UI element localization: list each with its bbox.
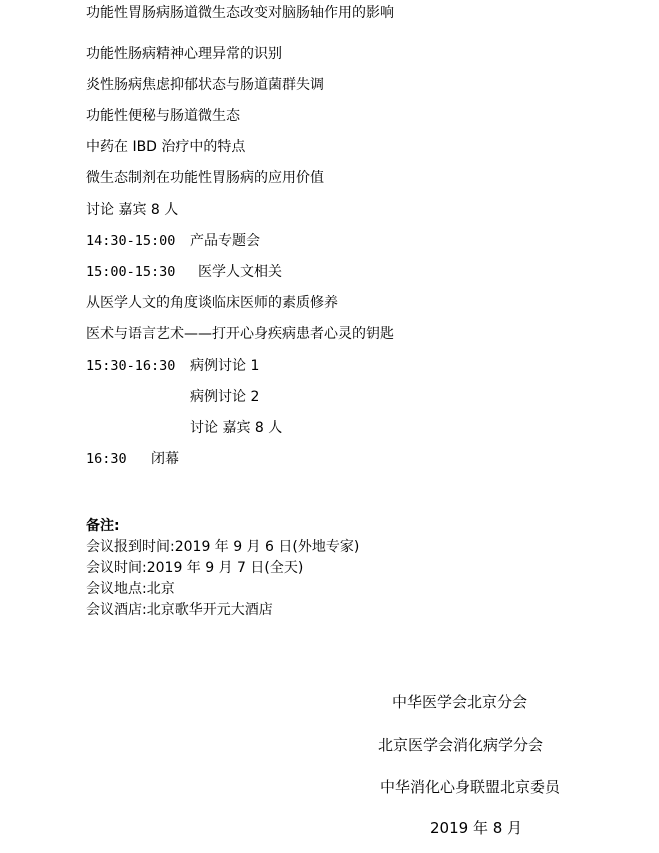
- agenda-item: 炎性肠病焦虑抑郁状态与肠道菌群失调: [86, 77, 324, 93]
- session-title: 闭幕: [151, 451, 179, 467]
- session-item: 讨论 嘉宾 8 人: [190, 420, 283, 436]
- session-title: 产品专题会: [190, 233, 260, 249]
- session-time: 15:30-16:30: [86, 358, 176, 374]
- notes-line: 会议报到时间:2019 年 9 月 6 日(外地专家): [86, 539, 360, 555]
- signature-organization: 中华消化心身联盟北京委员: [380, 778, 561, 796]
- agenda-item: 功能性肠病精神心理异常的识别: [86, 46, 282, 62]
- signature-date: 2019 年 8 月: [430, 819, 523, 837]
- notes-line: 会议地点:北京: [86, 581, 175, 597]
- notes-heading: 备注:: [86, 518, 120, 534]
- notes-line: 会议时间:2019 年 9 月 7 日(全天): [86, 560, 304, 576]
- agenda-item: 微生态制剂在功能性胃肠病的应用价值: [86, 170, 324, 186]
- agenda-item: 中药在 IBD 治疗中的特点: [86, 139, 246, 155]
- session-item: 病例讨论 1: [190, 358, 260, 374]
- agenda-item: 讨论 嘉宾 8 人: [86, 202, 179, 218]
- session-item: 病例讨论 2: [190, 389, 260, 405]
- agenda-item: 功能性胃肠病肠道微生态改变对脑肠轴作用的影响: [86, 5, 394, 21]
- signature-organization: 中华医学会北京分会: [392, 693, 528, 711]
- notes-line: 会议酒店:北京歌华开元大酒店: [86, 602, 273, 618]
- agenda-item: 功能性便秘与肠道微生态: [86, 108, 240, 124]
- agenda-item: 从医学人文的角度谈临床医师的素质修养: [86, 295, 338, 311]
- session-title: 医学人文相关: [198, 264, 282, 280]
- signature-organization: 北京医学会消化病学分会: [378, 736, 544, 754]
- session-time: 15:00-15:30: [86, 264, 176, 280]
- session-time: 14:30-15:00: [86, 233, 176, 249]
- agenda-item: 医术与语言艺术——打开心身疾病患者心灵的钥匙: [86, 326, 394, 342]
- session-time: 16:30: [86, 451, 127, 467]
